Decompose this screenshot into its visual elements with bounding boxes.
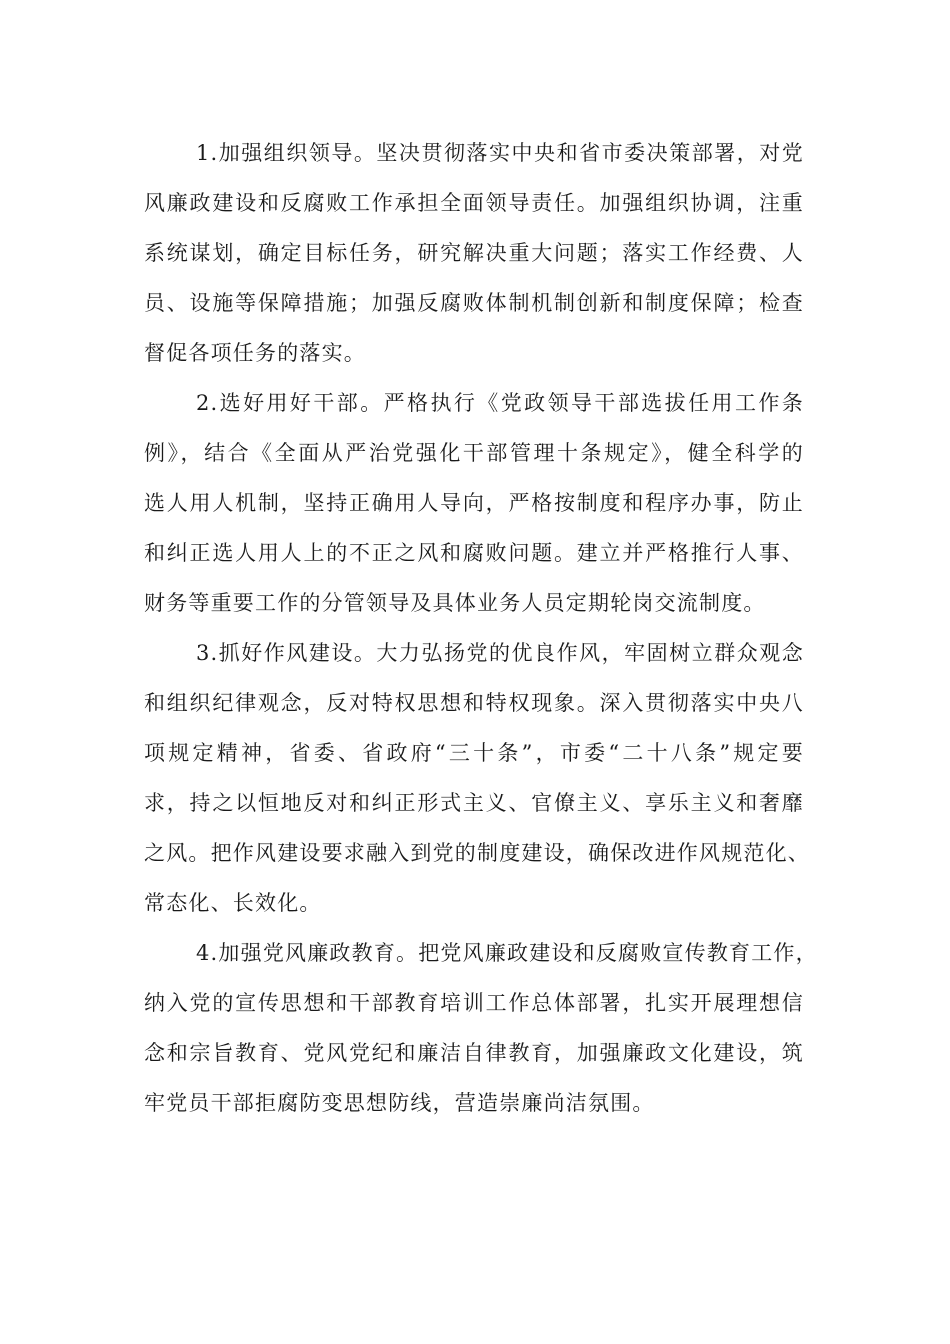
text-line: 系统谋划，确定目标任务，研究解决重大问题；落实工作经费、人 bbox=[144, 241, 804, 265]
text-line: 4.加强党风廉政教育。把党风廉政建设和反腐败宣传教育工作， bbox=[196, 941, 818, 965]
text-line: 常态化、长效化。 bbox=[144, 891, 322, 915]
text-line: 风廉政建设和反腐败工作承担全面领导责任。加强组织协调，注重 bbox=[144, 191, 804, 215]
text-line: 之风。把作风建设要求融入到党的制度建设，确保改进作风规范化、 bbox=[144, 841, 810, 865]
paragraph-3 bbox=[144, 628, 810, 928]
text-line: 1.加强组织领导。坚决贯彻落实中央和省市委决策部署，对党 bbox=[196, 141, 804, 165]
paragraph-2 bbox=[144, 378, 804, 628]
text-line: 和纠正选人用人上的不正之风和腐败问题。建立并严格推行人事、 bbox=[144, 541, 804, 565]
text-line: 3.抓好作风建设。大力弘扬党的优良作风，牢固树立群众观念 bbox=[196, 641, 804, 665]
text-line: 督促各项任务的落实。 bbox=[144, 341, 366, 365]
paragraph-4 bbox=[144, 928, 818, 1128]
text-line: 员、设施等保障措施；加强反腐败体制机制创新和制度保障；检查 bbox=[144, 291, 804, 315]
text-line: 求，持之以恒地反对和纠正形式主义、官僚主义、享乐主义和奢靡 bbox=[144, 791, 804, 815]
text-line: 例》，结合《全面从严治党强化干部管理十条规定》，健全科学的 bbox=[144, 441, 804, 465]
text-line: 选人用人机制，坚持正确用人导向，严格按制度和程序办事，防止 bbox=[144, 491, 804, 515]
text-line: 念和宗旨教育、党风党纪和廉洁自律教育，加强廉政文化建设，筑 bbox=[144, 1041, 804, 1065]
text-line: 财务等重要工作的分管领导及具体业务人员定期轮岗交流制度。 bbox=[144, 591, 766, 615]
text-line: 项规定精神，省委、省政府“三十条”，市委“二十八条”规定要 bbox=[144, 741, 804, 765]
text-line: 纳入党的宣传思想和干部教育培训工作总体部署，扎实开展理想信 bbox=[144, 991, 804, 1015]
text-line: 和组织纪律观念，反对特权思想和特权现象。深入贯彻落实中央八 bbox=[144, 691, 804, 715]
text-line: 2.选好用好干部。严格执行《党政领导干部选拔任用工作条 bbox=[196, 391, 804, 415]
text-line: 牢党员干部拒腐防变思想防线，营造崇廉尚洁氛围。 bbox=[144, 1091, 655, 1115]
paragraph-1 bbox=[144, 128, 804, 378]
document-body bbox=[144, 128, 818, 1128]
